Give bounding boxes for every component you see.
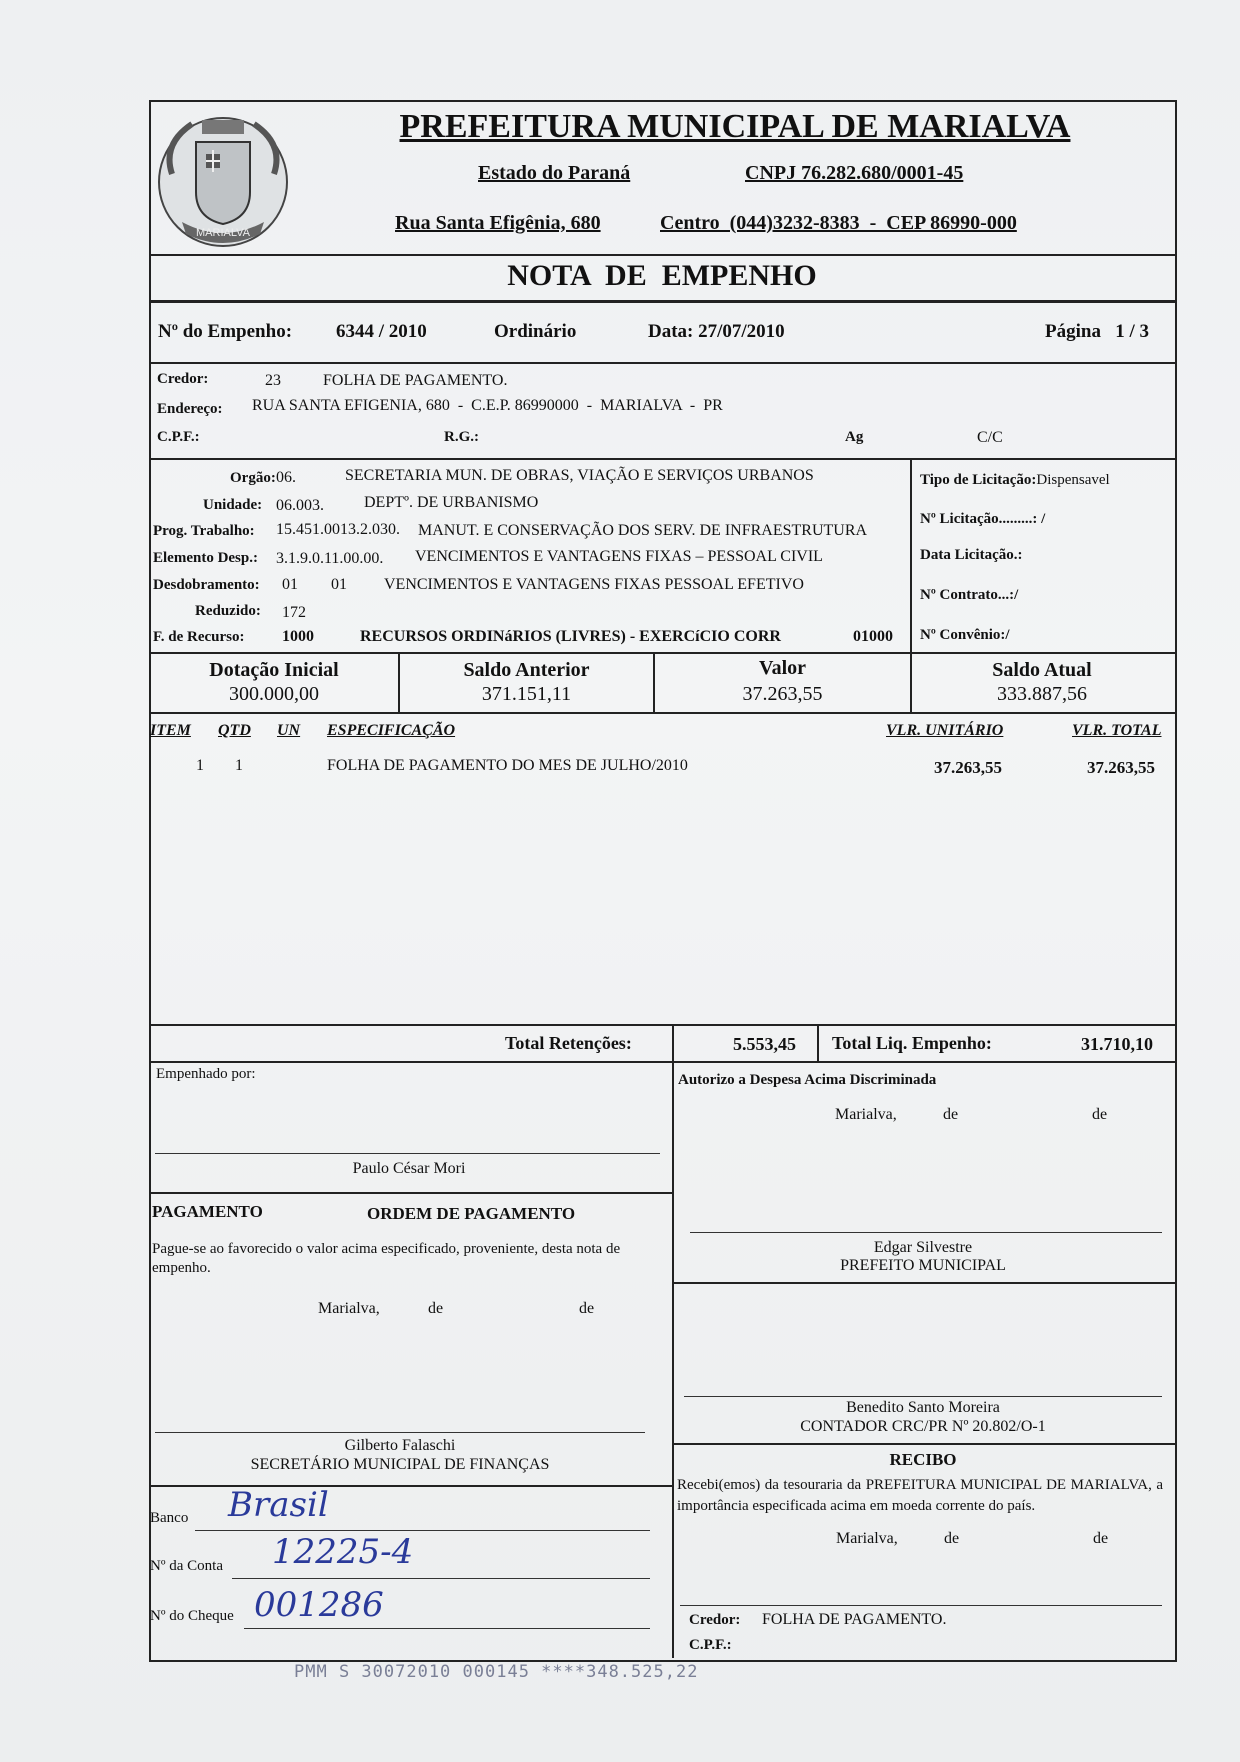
cheque-line <box>244 1628 650 1629</box>
item-row-spec: FOLHA DE PAGAMENTO DO MES DE JULHO/2010 <box>327 757 688 774</box>
divider <box>149 458 1175 460</box>
divider <box>149 712 1175 714</box>
saldo-anterior-value: 371.151,11 <box>481 683 572 705</box>
pague-text: Pague-se ao favorecido o valor acima especificado, proveniente, desta nota de empenho. <box>152 1241 621 1276</box>
banco-line <box>195 1530 650 1531</box>
orgao-label: Orgão: <box>230 470 276 486</box>
banco-label: Banco <box>150 1510 189 1526</box>
licitacao-tipo-label: Tipo de Licitação: <box>920 472 1037 488</box>
desdobramento-desc: VENCIMENTOS E VANTAGENS FIXAS PESSOAL EFETIVO <box>384 576 804 593</box>
orgao-desc: SECRETARIA MUN. DE OBRAS, VIAÇÃO E SERVIÇOS URBANOS <box>345 467 814 484</box>
credor-code: 23 <box>265 372 281 389</box>
item-row-item: 1 <box>196 757 204 774</box>
pagamento-de-2: de <box>579 1300 595 1317</box>
recibo-credor-label: Credor: <box>689 1612 741 1628</box>
prefeito-title: PREFEITO MUNICIPAL <box>840 1257 1006 1274</box>
svg-text:MARIALVA: MARIALVA <box>196 227 250 239</box>
address: Rua Santa Efigênia, 680 <box>395 212 601 234</box>
saldo-atual-label: Saldo Atual <box>992 659 1092 681</box>
divider <box>149 652 1175 654</box>
cheque-label: Nº do Cheque <box>150 1608 234 1624</box>
document-title: NOTA DE EMPENHO <box>507 259 817 292</box>
elemento-code: 3.1.9.0.11.00.00. <box>276 550 384 567</box>
signature-line <box>680 1605 1162 1606</box>
fonte-code: 1000 <box>282 628 314 645</box>
recibo-title: RECIBO <box>889 1450 957 1469</box>
col-header-spec: ESPECIFICAÇÃO <box>327 722 456 739</box>
empenhado-label: Empenhado por: <box>156 1066 256 1082</box>
signature-line <box>684 1396 1162 1397</box>
liquido-label: Total Liq. Empenho: <box>832 1033 992 1053</box>
recibo-de-2: de <box>1093 1530 1109 1547</box>
recibo-de-1: de <box>944 1530 960 1547</box>
prog-code: 15.451.0013.2.030. <box>276 521 400 538</box>
signature-line <box>690 1232 1162 1233</box>
cheque-handwriting: 001286 <box>254 1585 384 1625</box>
col-header-total: VLR. TOTAL <box>1072 722 1162 739</box>
signature-line <box>155 1153 660 1154</box>
unidade-code: 06.003. <box>276 497 324 514</box>
reduzido-value: 172 <box>282 604 306 621</box>
cnpj: CNPJ 76.282.680/0001-45 <box>745 162 964 184</box>
page-number: Página 1 / 3 <box>1045 321 1149 342</box>
divider <box>149 1061 1175 1063</box>
empenhado-name: Paulo César Mori <box>352 1160 466 1177</box>
desdobramento-label: Desdobramento: <box>153 577 260 593</box>
banco-handwriting: Brasil <box>228 1485 329 1525</box>
empenho-number: 6344 / 2010 <box>336 321 427 342</box>
elemento-desc: VENCIMENTOS E VANTAGENS FIXAS – PESSOAL CIVIL <box>415 548 823 565</box>
divider <box>149 300 1175 303</box>
endereco-label: Endereço: <box>157 401 223 417</box>
unidade-desc: DEPTº. DE URBANISMO <box>364 494 539 511</box>
fonte-number: 01000 <box>853 628 893 645</box>
recibo-credor-value: FOLHA DE PAGAMENTO. <box>762 1611 947 1628</box>
desdobramento-subcode: 01 <box>331 576 347 593</box>
licitacao-tipo-value: Dispensavel <box>1036 472 1110 488</box>
divider <box>149 1024 1175 1026</box>
autorizo-de-1: de <box>943 1106 959 1123</box>
saldo-anterior-label: Saldo Anterior <box>463 659 590 681</box>
valor-label: Valor <box>758 657 807 679</box>
orgao-code: 06. <box>276 469 296 486</box>
conta-line <box>232 1578 650 1579</box>
convenio: Nº Convênio:/ <box>920 627 1010 643</box>
credor-label: Credor: <box>157 371 209 387</box>
conta-handwriting: 12225-4 <box>272 1532 414 1572</box>
autorizo-place: Marialva, <box>835 1106 897 1123</box>
prog-label: Prog. Trabalho: <box>153 523 255 539</box>
endereco-value: RUA SANTA EFIGENIA, 680 - C.E.P. 86990000 - MARIALVA - PR <box>252 397 723 414</box>
divider <box>672 1282 1175 1284</box>
dotacao-label: Dotação Inicial <box>209 659 339 681</box>
state-name: Estado do Paraná <box>478 162 631 184</box>
secretario-name: Gilberto Falaschi <box>344 1437 456 1454</box>
reduzido-label: Reduzido: <box>195 603 261 619</box>
divider <box>910 458 912 652</box>
empenho-date: Data: 27/07/2010 <box>648 321 785 342</box>
prog-desc: MANUT. E CONSERVAÇÃO DOS SERV. DE INFRAESTRUTURA <box>418 522 868 539</box>
desdobramento-code: 01 <box>282 576 298 593</box>
col-header-item: ITEM <box>150 722 191 739</box>
divider <box>149 362 1175 364</box>
unidade-label: Unidade: <box>203 497 263 513</box>
page-title: PREFEITURA MUNICIPAL DE MARIALVA <box>399 108 1071 145</box>
cc-label: C/C <box>977 429 1003 446</box>
licitacao-tipo <box>920 472 1110 489</box>
item-row-total: 37.263,55 <box>1087 758 1155 777</box>
contador-title: CONTADOR CRC/PR Nº 20.802/O-1 <box>800 1418 1046 1435</box>
recibo-cpf-label: C.P.F.: <box>689 1637 732 1653</box>
saldo-atual-value: 333.887,56 <box>997 683 1087 705</box>
signature-line <box>155 1432 645 1433</box>
empenho-number-label: Nº do Empenho: <box>158 321 293 342</box>
fonte-label: F. de Recurso: <box>153 629 245 645</box>
fonte-desc: RECURSOS ORDINáRIOS (LIVRES) - EXERCíCIO CORR <box>360 628 781 645</box>
pagamento-label: PAGAMENTO <box>152 1202 263 1221</box>
retencoes-value: 5.553,45 <box>733 1034 796 1054</box>
district-phone: Centro (044)3232-8383 - CEP 86990-000 <box>660 212 1017 234</box>
elemento-label: Elemento Desp.: <box>153 550 258 566</box>
dotacao-value: 300.000,00 <box>229 683 319 705</box>
item-row-unit: 37.263,55 <box>934 758 1002 777</box>
contrato: Nº Contrato...:/ <box>920 587 1019 603</box>
pagamento-place: Marialva, <box>318 1300 380 1317</box>
cpf-label: C.P.F.: <box>157 429 200 445</box>
licitacao-numero: Nº Licitação.........: / <box>920 511 1046 527</box>
liquido-value: 31.710,10 <box>1081 1034 1153 1054</box>
col-header-qtd: QTD <box>218 722 251 739</box>
ag-label: Ag <box>845 429 864 445</box>
licitacao-data: Data Licitação.: <box>920 547 1023 563</box>
recibo-text: Recebi(emos) da tesouraria da PREFEITURA MUNICIPAL DE MARIALVA, a importância especificada acima em moeda corrente do país. <box>677 1477 1163 1514</box>
autorizo-de-2: de <box>1092 1106 1108 1123</box>
municipal-logo <box>152 104 294 254</box>
empenho-type: Ordinário <box>494 321 577 342</box>
conta-label: Nº da Conta <box>150 1558 223 1574</box>
valor-value: 37.263,55 <box>742 683 823 705</box>
prefeito-name: Edgar Silvestre <box>873 1239 973 1256</box>
secretario-title: SECRETÁRIO MUNICIPAL DE FINANÇAS <box>250 1456 550 1473</box>
recibo-place: Marialva, <box>836 1530 898 1547</box>
col-header-un: UN <box>277 722 301 739</box>
rg-label: R.G.: <box>444 429 479 445</box>
divider <box>149 254 1175 256</box>
divider <box>672 1024 674 1658</box>
autorizo-text: Autorizo a Despesa Acima Discriminada <box>678 1072 937 1088</box>
bank-stamp: PMM S 30072010 000145 ****348.525,22 <box>294 1662 699 1682</box>
pagamento-de-1: de <box>428 1300 444 1317</box>
ordem-pagamento-label: ORDEM DE PAGAMENTO <box>367 1204 576 1223</box>
item-row-qtd: 1 <box>235 757 243 774</box>
retencoes-label: Total Retenções: <box>505 1033 632 1053</box>
contador-name: Benedito Santo Moreira <box>846 1399 1000 1416</box>
credor-name: FOLHA DE PAGAMENTO. <box>323 372 508 389</box>
divider <box>817 1024 819 1062</box>
divider <box>672 1443 1175 1445</box>
divider <box>149 1192 673 1194</box>
col-header-unit: VLR. UNITÁRIO <box>886 722 1004 739</box>
